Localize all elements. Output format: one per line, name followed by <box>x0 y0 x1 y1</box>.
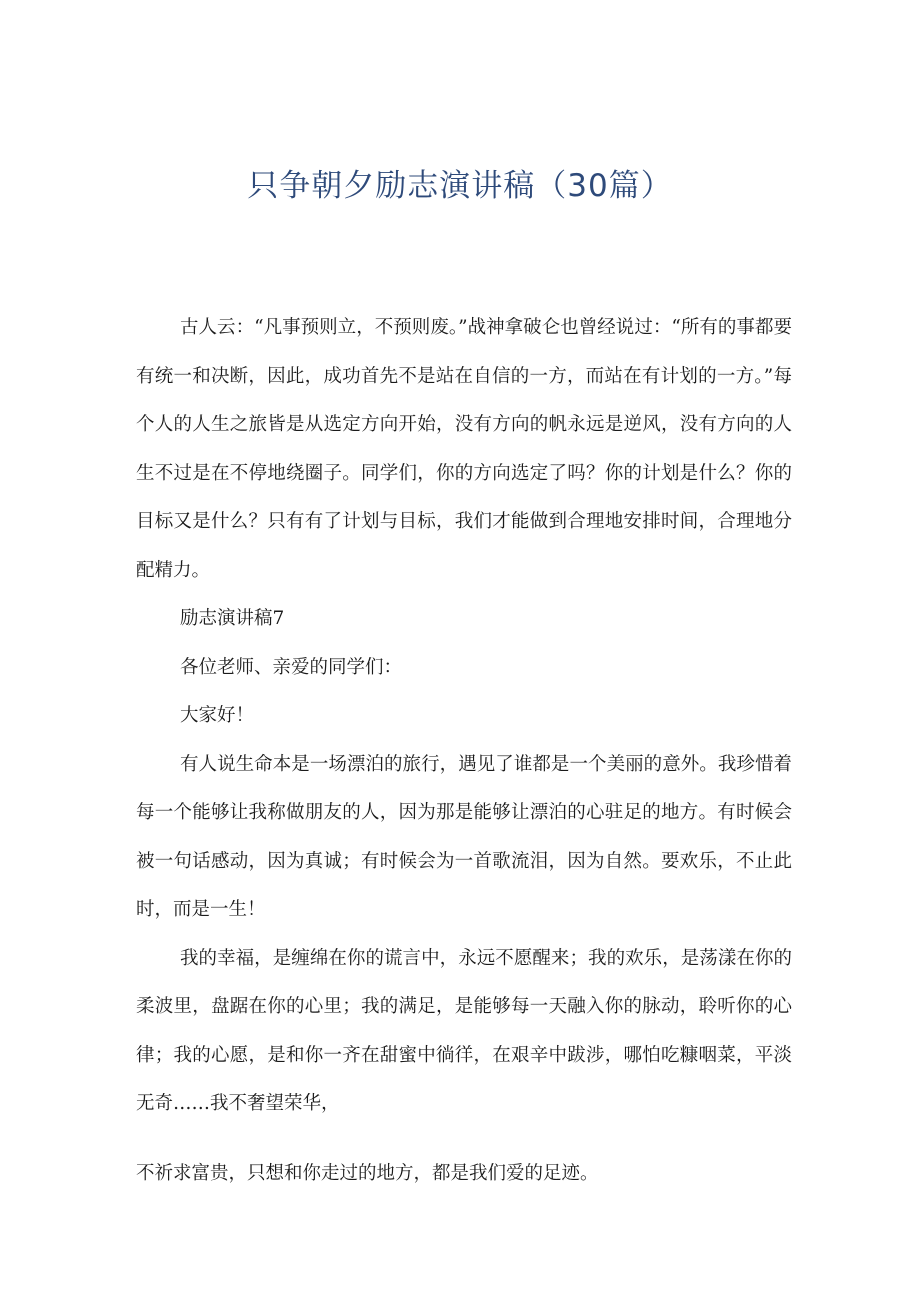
paragraph-life-journey: 有人说生命本是一场漂泊的旅行，遇见了谁都是一个美丽的意外。我珍惜着每一个能够让我称做朋友的人，因为那是能够让漂泊的心驻足的地方。有时候会被一句话感动，因为真诚；有时候会为一首歌流泪，因为自然。要欢乐，不止此时，而是一生！ <box>136 753 792 920</box>
paragraph-intro: 古人云：“凡事预则立，不预则废。”战神拿破仑也曾经说过：“所有的事都要有统一和决断，因此，成功首先不是站在自信的一方，而站在有计划的一方。”每个人的人生之旅皆是从选定方向开始，没有方向的帆永远是逆风，没有方向的人生不过是在不停地绕圈子。同学们，你的方向选定了吗？你的计划是什么？你的目标又是什么？只有有了计划与目标，我们才能做到合理地安排时间，合理地分配精力。 <box>136 317 792 581</box>
paragraph-happiness: 我的幸福，是缠绵在你的谎言中，永远不愿醒来；我的欢乐，是荡漾在你的柔波里，盘踞在你的心里；我的满足，是能够每一天融入你的脉动，聆听你的心律；我的心愿，是和你一齐在甜蜜中徜徉，在艰辛中跋涉，哪怕吃糠咽菜，平淡无奇……我不奢望荣华， <box>136 947 792 1114</box>
document-title: 只争朝夕励志演讲稿（30篇） <box>247 168 673 204</box>
paragraph-tail: 不祈求富贵，只想和你走过的地方，都是我们爱的足迹。 <box>136 1163 599 1184</box>
greeting: 大家好！ <box>180 705 255 726</box>
section-heading: 励志演讲稿7 <box>180 608 285 629</box>
document-body <box>136 304 792 1129</box>
salutation: 各位老师、亲爱的同学们： <box>180 656 403 678</box>
